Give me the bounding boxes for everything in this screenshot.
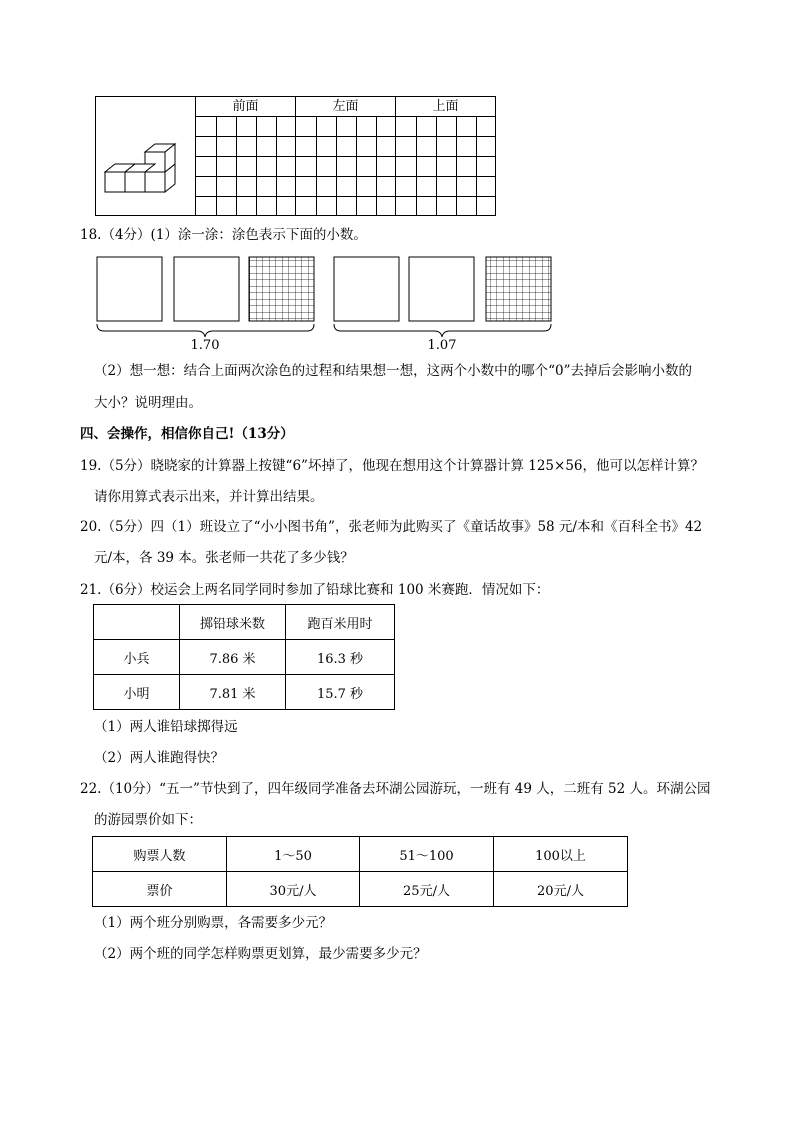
whole-square-1 [97, 257, 162, 321]
brace-1 [97, 324, 314, 337]
table-cell: 7.86 米 [180, 640, 286, 675]
table-cell: 16.3 秒 [286, 640, 395, 675]
brace-2 [334, 324, 551, 337]
q21-sub1: （1）两人谁铅球掷得远 [94, 719, 238, 735]
views-table [95, 96, 496, 216]
q21-prompt: 21.（6分）校运会上两名同学同时参加了铅球比赛和 100 米赛跑．情况如下： [80, 582, 550, 598]
table-row [93, 837, 628, 872]
q22-line1: 22.（10分）“五一”节快到了，四年级同学准备去环湖公园游玩，一班有 49 人，二班有 52 人。环湖公园 [80, 781, 711, 797]
table-cell: 51～100 [360, 837, 494, 872]
tenths-square-2 [409, 257, 474, 321]
label-1-07: 1.07 [427, 338, 457, 353]
table-row [94, 640, 395, 675]
section4-title: 四、会操作，相信你自己!（13分） [80, 426, 294, 442]
table-cell: 15.7 秒 [286, 675, 395, 710]
q18-part2-line2: 大小？说明理由。 [94, 395, 202, 411]
cube-stack-drawing [96, 97, 196, 215]
table-cell: 7.81 米 [180, 675, 286, 710]
q22-line2: 的游园票价如下： [94, 812, 202, 828]
q18-prompt: 18.（4分）(1）涂一涂：涂色表示下面的小数。 [80, 227, 367, 243]
label-1-70: 1.70 [190, 338, 220, 353]
table-row [94, 675, 395, 710]
whole-square-2 [334, 257, 399, 321]
q19-line1: 19.（5分）晓晓家的计算器上按键“6”坏掉了，他现在想用这个计算器计算 125×56，他可以怎样计算？ [80, 458, 704, 474]
q21-table [93, 604, 395, 710]
table-cell: 1～50 [227, 837, 360, 872]
header-top-view: 上面 [432, 99, 459, 114]
table-cell: 小兵 [94, 640, 180, 675]
q21-sub2: （2）两人谁跑得快？ [94, 750, 225, 766]
table-cell: 购票人数 [93, 837, 227, 872]
table-header-row [94, 605, 395, 640]
table-cell: 100以上 [494, 837, 628, 872]
table-cell [94, 605, 180, 640]
table-cell: 25元/人 [360, 872, 494, 907]
table-cell: 跑百米用时 [286, 605, 395, 640]
tenths-square-1 [174, 257, 239, 321]
q18-part2-line1: （2）想一想：结合上面两次涂色的过程和结果想一想，这两个小数中的哪个“0”去掉后会影响小数的 [94, 363, 692, 379]
q22-sub1: （1）两个班分别购票，各需要多少元？ [94, 915, 333, 931]
table-cell: 掷铅球米数 [180, 605, 286, 640]
q20-line2: 元/本，各 39 本。张老师一共花了多少钱？ [94, 550, 354, 566]
hundredths-square-2 [486, 257, 551, 321]
cube-figure [96, 97, 196, 215]
table-cell: 20元/人 [494, 872, 628, 907]
table-cell: 30元/人 [227, 872, 360, 907]
header-front-view: 前面 [196, 97, 296, 116]
q22-price-table [92, 836, 628, 907]
q20-line1: 20.（5分）四（1）班设立了“小小图书角”，张老师为此购买了《童话故事》58 元/本和《百科全书》42 [80, 519, 703, 535]
views-answer-grid [196, 117, 495, 215]
hundredths-square-1 [249, 257, 314, 321]
table-cell: 小明 [94, 675, 180, 710]
header-left-view: 左面 [296, 97, 396, 116]
views-header-row [196, 97, 495, 117]
q19-line2: 请你用算式表示出来，并计算出结果。 [94, 489, 324, 505]
table-row [93, 872, 628, 907]
q22-sub2: （2）两个班的同学怎样购票更划算，最少需要多少元？ [94, 946, 427, 962]
table-cell: 票价 [93, 872, 227, 907]
